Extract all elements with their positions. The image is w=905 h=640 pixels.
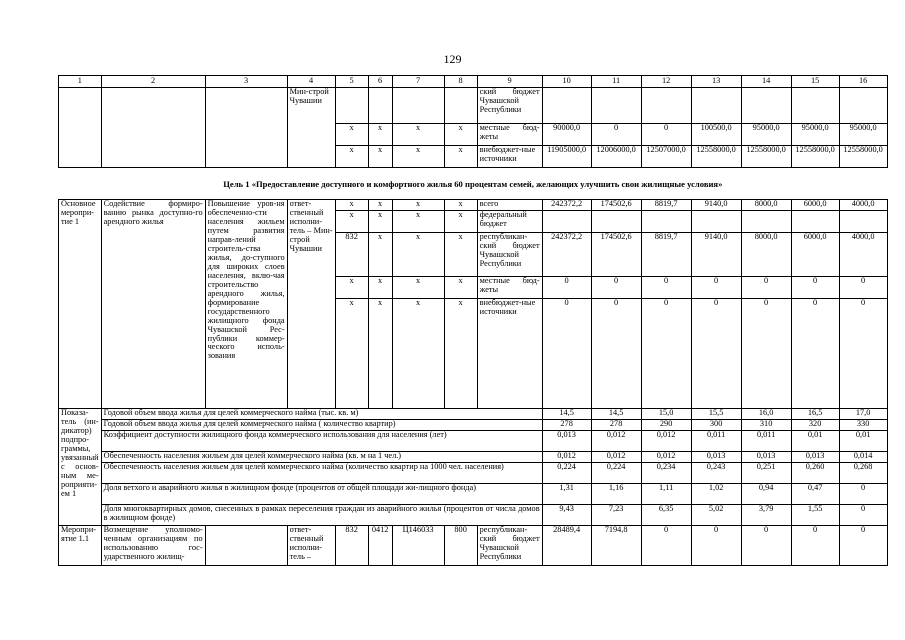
cell-value: 4000,0 (839, 233, 887, 277)
cell-budget-code (335, 87, 368, 123)
header-col-15: 15 (791, 76, 839, 88)
cell-value: 0 (641, 123, 691, 145)
cell-value: 174502,6 (591, 233, 641, 277)
header-col-11: 11 (591, 76, 641, 88)
cell-value: 0,268 (839, 463, 887, 484)
cell-expense-code (444, 87, 477, 123)
cell-section-code: x (368, 233, 392, 277)
cell-value: 0,012 (641, 452, 691, 463)
cell-value: 0 (691, 277, 741, 299)
cell-indicator-name: Годовой объем ввода жилья для целей коммерческого найма (тыс. кв. м) (101, 409, 542, 420)
cell-value: 8000,0 (741, 200, 791, 211)
cell-section-code: x (368, 200, 392, 211)
cell-target-code: x (392, 299, 444, 409)
cell-target-code: x (392, 277, 444, 299)
cell-value: 95000,0 (741, 123, 791, 145)
header-col-16: 16 (839, 76, 887, 88)
cell-indicator-label: Показа-тель (ин-дикатор) подпро-граммы, увязанный с основ-ным ме-роприяти-ем 1 (59, 409, 102, 526)
cell-value: 90000,0 (542, 123, 591, 145)
cell-value: 242372,2 (542, 200, 591, 211)
cell-value: 0,94 (741, 484, 791, 505)
cell-value: 0 (691, 526, 741, 566)
cell-value: 0,011 (741, 431, 791, 452)
cell-target-code (392, 87, 444, 123)
cell-value: 1,16 (591, 484, 641, 505)
header-col-1: 1 (59, 76, 102, 88)
cell-budget-code: 832 (335, 233, 368, 277)
cell-indicator-name: Годовой объем ввода жилья для целей коммерческого найма ( количество квартир) (101, 420, 542, 431)
goal-row (59, 167, 888, 199)
cell-value: 0 (839, 277, 887, 299)
cell-value: 0,013 (741, 452, 791, 463)
cell-funding-source: внебюджет-ные источники (477, 299, 542, 409)
cell-value: 3,79 (741, 505, 791, 526)
cell-value: 0 (591, 277, 641, 299)
cell-executor: ответ-ственный исполни-тель – (287, 526, 335, 566)
cell-value: 278 (542, 420, 591, 431)
cell-main-event-label: Основное меропри-тие 1 (59, 200, 102, 409)
cell-value: 300 (691, 420, 741, 431)
cell-value: 0 (591, 299, 641, 409)
cell-value: 28489,4 (542, 526, 591, 566)
cell-value: 6000,0 (791, 200, 839, 211)
indicator-row (59, 505, 888, 526)
cell-value (741, 211, 791, 233)
header-col-10: 10 (542, 76, 591, 88)
cell-value: 320 (791, 420, 839, 431)
cell-funding-source: ский бюджет Чувашской Республики (477, 87, 542, 123)
cell-value (791, 87, 839, 123)
indicator-row (59, 452, 888, 463)
cell-value: 9140,0 (691, 200, 741, 211)
cell-value (542, 87, 591, 123)
cell-budget-code: x (335, 277, 368, 299)
cell-value: 0 (641, 299, 691, 409)
header-col-3: 3 (205, 76, 287, 88)
indicator-row (59, 420, 888, 431)
cell-target-code: x (392, 200, 444, 211)
header-col-9: 9 (477, 76, 542, 88)
cell-value: 310 (741, 420, 791, 431)
cell-empty (59, 87, 102, 167)
cell-value: 174502,6 (591, 200, 641, 211)
cell-value: 0 (791, 277, 839, 299)
header-col-6: 6 (368, 76, 392, 88)
cell-expense-code: x (444, 277, 477, 299)
cell-value: 0 (839, 505, 887, 526)
cell-funding-source: республикан-ский бюджет Чувашской Республики (477, 526, 542, 566)
cell-value: 17,0 (839, 409, 887, 420)
table-row (59, 200, 888, 211)
cell-executor: Мин-строй Чувашии (287, 87, 335, 167)
cell-expected-result: Повышение уров-ня обеспеченно-сти населения жильем путем развития направ-лений строитель-ства жилья, до-ступного для широких слоев населения, вклю-чая строительство арендного жилья, формирование государственного жилищного фонда Чувашской Рес-публики коммер-ческого исполь-зования (205, 200, 287, 409)
header-col-8: 8 (444, 76, 477, 88)
cell-budget-code: x (335, 145, 368, 167)
cell-value: 7,23 (591, 505, 641, 526)
cell-empty (101, 87, 205, 167)
cell-value: 0 (791, 299, 839, 409)
cell-budget-code: x (335, 200, 368, 211)
cell-value: 1,02 (691, 484, 741, 505)
cell-value (839, 87, 887, 123)
cell-value: 0,224 (542, 463, 591, 484)
header-col-7: 7 (392, 76, 444, 88)
cell-section-code: x (368, 123, 392, 145)
goal-title: Цель 1 «Предоставление доступного и комфортного жилья 60 процентам семей, желающих улучшить свои жилищные условия» (223, 178, 723, 189)
cell-expense-code: x (444, 233, 477, 277)
cell-value: 0 (741, 526, 791, 566)
cell-expense-code: x (444, 211, 477, 233)
cell-value: 12558000,0 (691, 145, 741, 167)
cell-value: 330 (839, 420, 887, 431)
cell-value: 0,224 (591, 463, 641, 484)
indicator-row (59, 463, 888, 484)
cell-value: 0,013 (791, 452, 839, 463)
cell-value: 14,5 (591, 409, 641, 420)
cell-value: 0,01 (791, 431, 839, 452)
cell-value: 0,260 (791, 463, 839, 484)
cell-expense-code: x (444, 299, 477, 409)
cell-target-code: x (392, 233, 444, 277)
cell-budget-code: x (335, 211, 368, 233)
cell-value: 14,5 (542, 409, 591, 420)
cell-value: 12558000,0 (791, 145, 839, 167)
cell-value (591, 87, 641, 123)
header-col-5: 5 (335, 76, 368, 88)
cell-value: 0 (591, 123, 641, 145)
cell-value: 95000,0 (791, 123, 839, 145)
cell-value: 16,5 (791, 409, 839, 420)
cell-value: 0,013 (542, 431, 591, 452)
cell-value: 100500,0 (691, 123, 741, 145)
cell-value: 9,43 (542, 505, 591, 526)
header-col-12: 12 (641, 76, 691, 88)
cell-value (741, 87, 791, 123)
header-col-4: 4 (287, 76, 335, 88)
cell-value: 0,012 (641, 431, 691, 452)
page-number: 129 (443, 52, 462, 66)
indicator-row (59, 431, 888, 452)
cell-value: 0,012 (591, 431, 641, 452)
cell-value: 15,5 (691, 409, 741, 420)
cell-target-code: Ц146033 (392, 526, 444, 566)
cell-budget-code: x (335, 299, 368, 409)
cell-section-code: x (368, 277, 392, 299)
cell-value (839, 211, 887, 233)
cell-value: 0 (791, 526, 839, 566)
header-col-13: 13 (691, 76, 741, 88)
cell-value: 6,35 (641, 505, 691, 526)
cell-value: 278 (591, 420, 641, 431)
cell-value: 242372,2 (542, 233, 591, 277)
cell-value: 0,011 (691, 431, 741, 452)
table-header-row (59, 76, 888, 88)
cell-indicator-name: Доля многоквартирных домов, снесенных в рамках переселения граждан из аварийного жилья (процентов от числа домов в жилищном фонде) (101, 505, 542, 526)
cell-empty (205, 526, 287, 566)
table-row (59, 526, 888, 566)
cell-section-code (368, 87, 392, 123)
header-col-14: 14 (741, 76, 791, 88)
cell-target-code: x (392, 145, 444, 167)
cell-value: 0,014 (839, 452, 887, 463)
cell-value: 8819,7 (641, 233, 691, 277)
cell-value: 15,0 (641, 409, 691, 420)
cell-value: 0 (641, 277, 691, 299)
cell-value: 8000,0 (741, 233, 791, 277)
cell-value: 0 (839, 484, 887, 505)
cell-value: 11905000,0 (542, 145, 591, 167)
cell-indicator-name: Обеспеченность населения жильем для целей коммерческого найма (кв. м на 1 чел.) (101, 452, 542, 463)
cell-value: 12006000,0 (591, 145, 641, 167)
cell-value: 95000,0 (839, 123, 887, 145)
cell-funding-source: всего (477, 200, 542, 211)
cell-section-code: 0412 (368, 526, 392, 566)
cell-value: 0,251 (741, 463, 791, 484)
cell-funding-source: внебюджет-ные источники (477, 145, 542, 167)
cell-funding-source: местные бюд-жеты (477, 123, 542, 145)
cell-budget-code: x (335, 123, 368, 145)
cell-value: 0 (542, 299, 591, 409)
cell-value: 12507000,0 (641, 145, 691, 167)
cell-value: 0,47 (791, 484, 839, 505)
cell-value: 4000,0 (839, 200, 887, 211)
cell-value: 0,234 (641, 463, 691, 484)
cell-value: 290 (641, 420, 691, 431)
cell-value: 0,013 (691, 452, 741, 463)
cell-indicator-name: Обеспеченность населения жильем для целей коммерческого найма (количество квартир на 1000 чел. населения) (101, 463, 542, 484)
cell-value (542, 211, 591, 233)
cell-value: 1,11 (641, 484, 691, 505)
cell-funding-source: местные бюд-жеты (477, 277, 542, 299)
cell-executor: ответ-ственный исполни-тель – Мин-строй Чувашии (287, 200, 335, 409)
cell-target-code: x (392, 211, 444, 233)
cell-value: 0 (691, 299, 741, 409)
cell-indicator-name: Доля ветхого и аварийного жилья в жилищном фонде (процентов от общей площади жи-лищного фонда) (101, 484, 542, 505)
cell-value: 0 (641, 526, 691, 566)
table-row (59, 87, 888, 123)
indicator-row (59, 409, 888, 420)
cell-value (641, 87, 691, 123)
cell-value: 0 (839, 299, 887, 409)
cell-section-code: x (368, 211, 392, 233)
cell-value: 0,01 (839, 431, 887, 452)
header-col-2: 2 (101, 76, 205, 88)
indicator-row (59, 484, 888, 505)
cell-section-code: x (368, 145, 392, 167)
cell-value: 1,31 (542, 484, 591, 505)
cell-value: 7194,8 (591, 526, 641, 566)
cell-value (691, 211, 741, 233)
cell-value: 6000,0 (791, 233, 839, 277)
cell-empty (205, 87, 287, 167)
cell-event-name: Возмещение уполномо-ченным организациям по использованию гос-ударственного жилищ- (101, 526, 205, 566)
cell-value: 0 (542, 277, 591, 299)
cell-expense-code: x (444, 123, 477, 145)
cell-value (791, 211, 839, 233)
cell-value (641, 211, 691, 233)
cell-budget-code: 832 (335, 526, 368, 566)
cell-expense-code: 800 (444, 526, 477, 566)
cell-value (591, 211, 641, 233)
cell-value: 0,243 (691, 463, 741, 484)
cell-value: 16,0 (741, 409, 791, 420)
cell-event-label: Меропри-ятие 1.1 (59, 526, 102, 566)
cell-value: 5,02 (691, 505, 741, 526)
cell-indicator-name: Коэффициент доступности жилищного фонда коммерческого использования для населения (лет) (101, 431, 542, 452)
cell-value: 8819,7 (641, 200, 691, 211)
cell-value: 0 (839, 526, 887, 566)
cell-value: 9140,0 (691, 233, 741, 277)
cell-expense-code: x (444, 200, 477, 211)
cell-value: 12558000,0 (839, 145, 887, 167)
cell-value: 1,55 (791, 505, 839, 526)
cell-funding-source: республикан-ский бюджет Чувашской Республики (477, 233, 542, 277)
cell-expense-code: x (444, 145, 477, 167)
cell-section-code: x (368, 299, 392, 409)
cell-funding-source: федеральный бюджет (477, 211, 542, 233)
cell-value: 0,012 (542, 452, 591, 463)
cell-value: 0,012 (591, 452, 641, 463)
cell-target-code: x (392, 123, 444, 145)
cell-value (691, 87, 741, 123)
cell-value: 0 (741, 299, 791, 409)
cell-main-event-name: Содействие формиро-ванию рынка доступно-го арендного жилья (101, 200, 205, 409)
cell-value: 0 (741, 277, 791, 299)
budget-table (58, 75, 888, 566)
cell-value: 12558000,0 (741, 145, 791, 167)
